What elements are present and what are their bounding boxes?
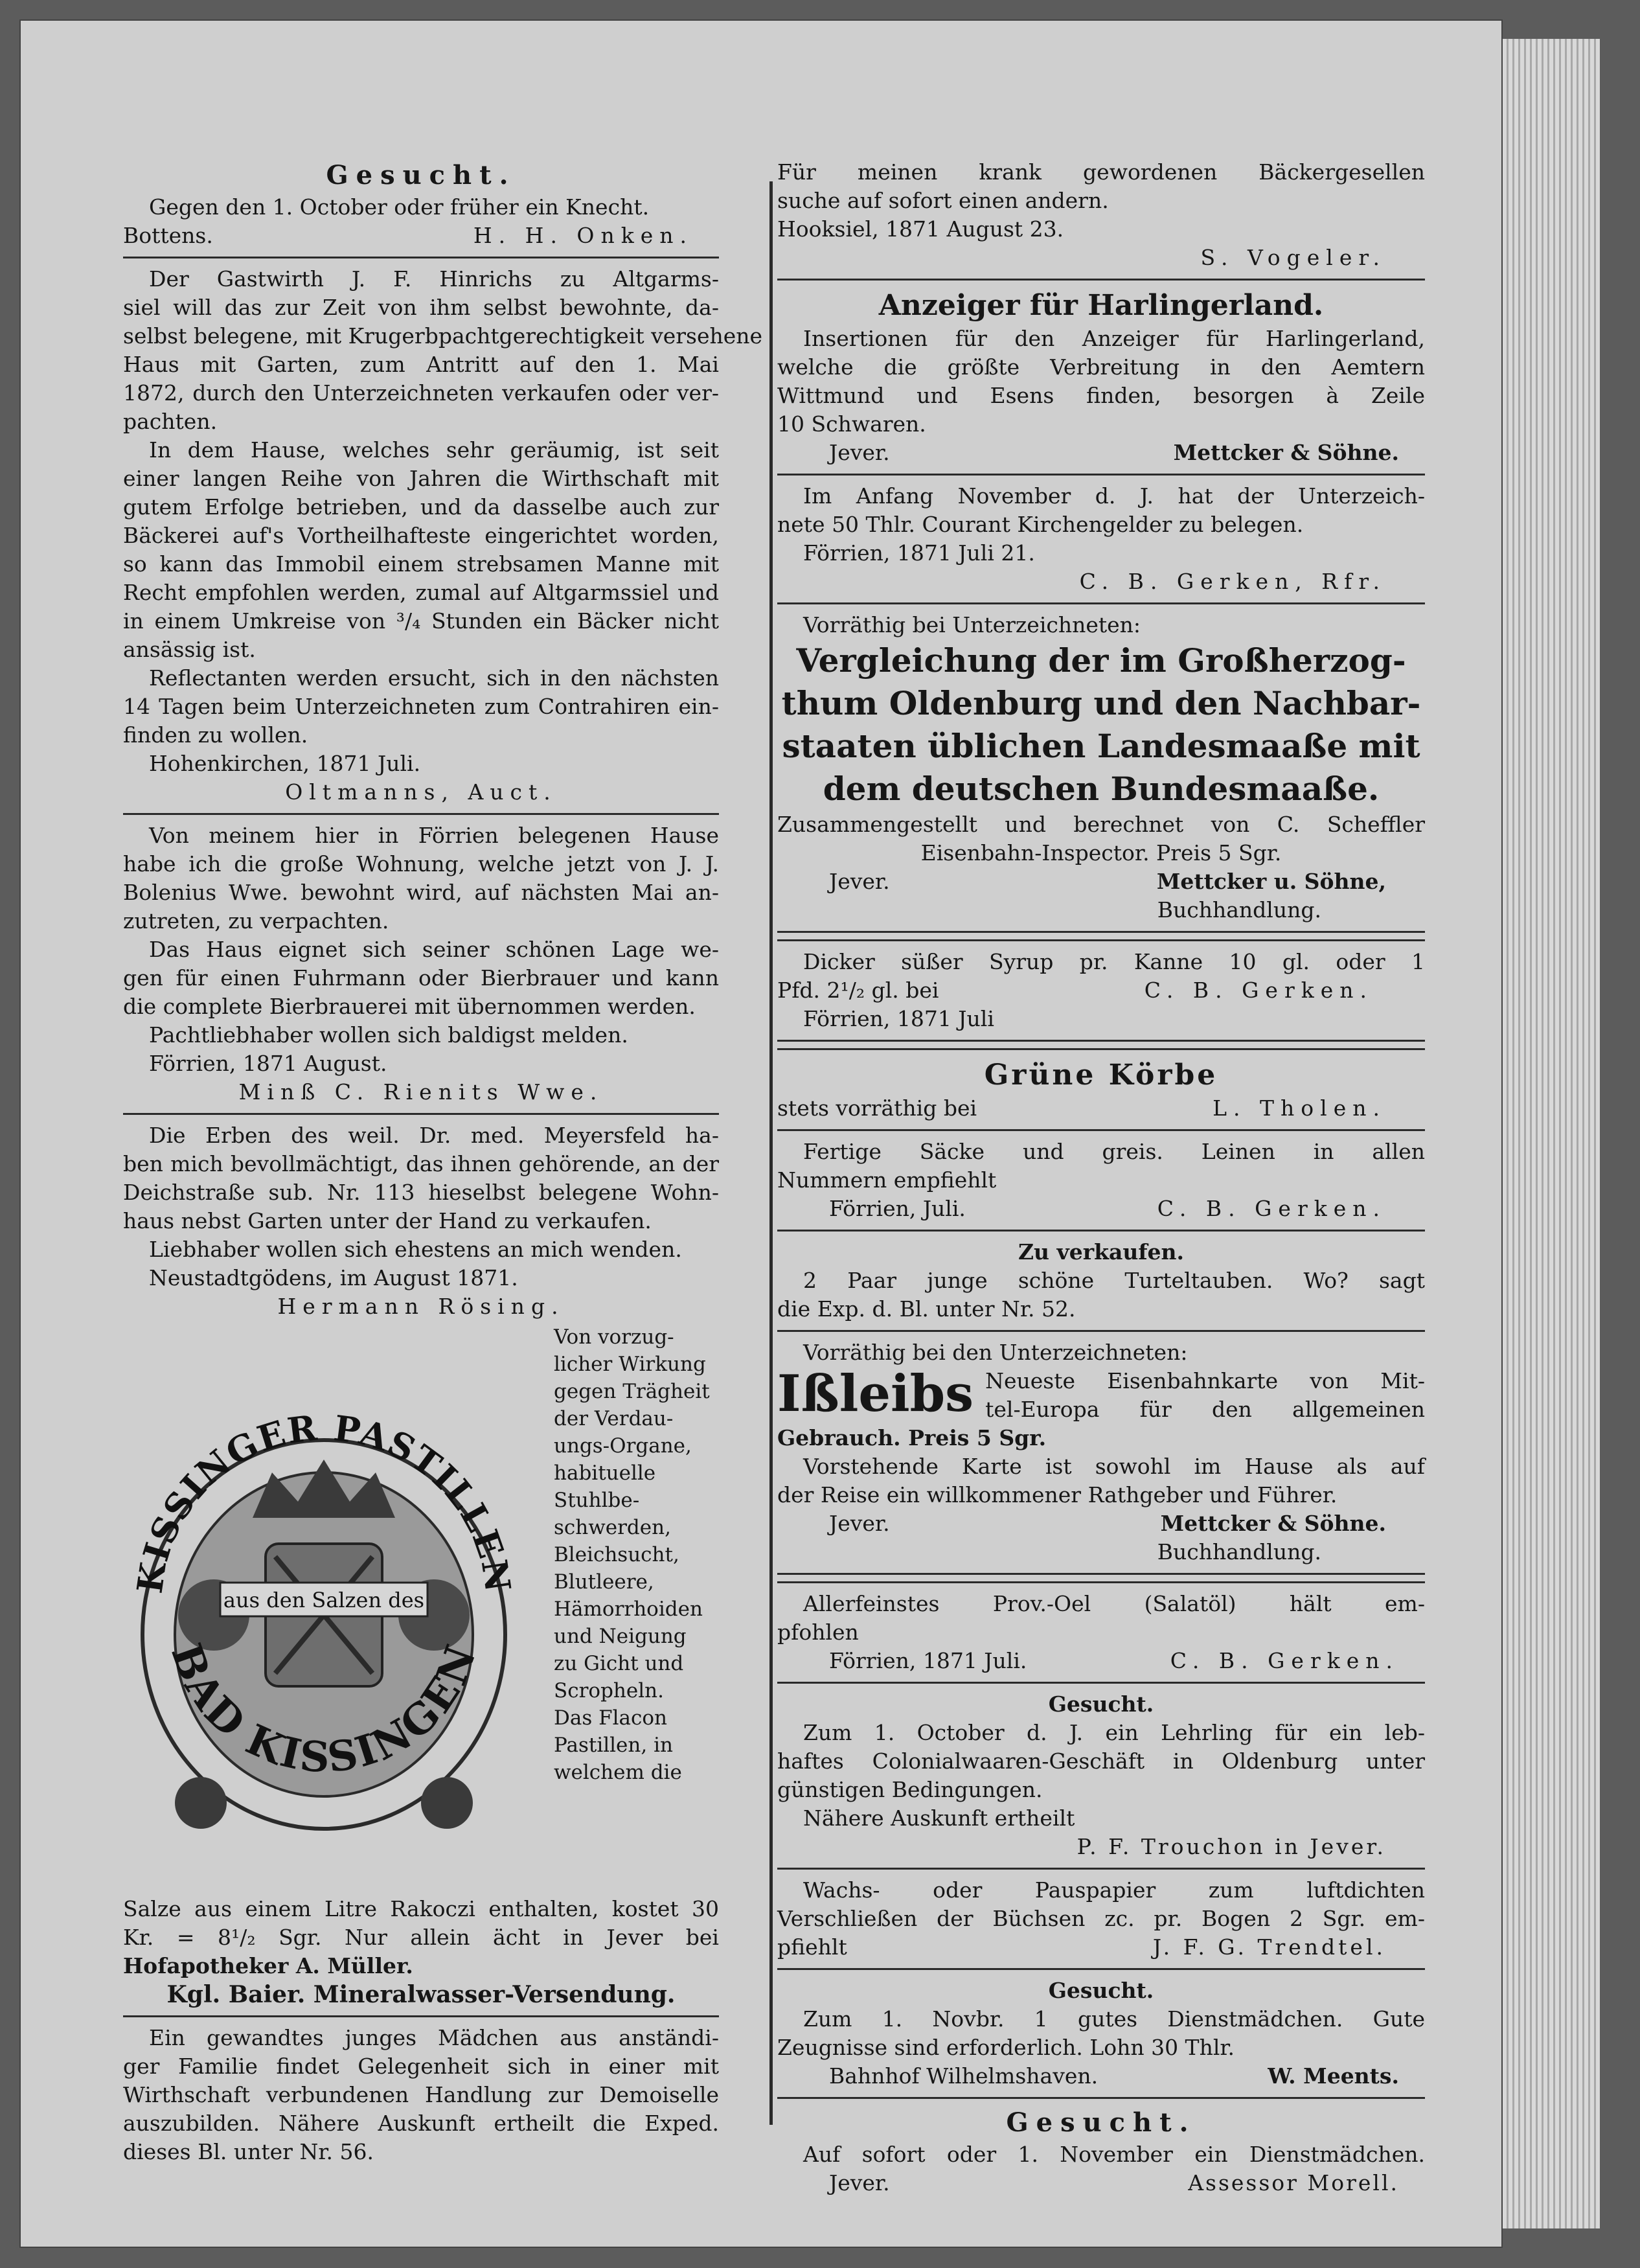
ad-wachspapier (777, 1873, 1425, 1964)
ad-gesucht-dienstmaedchen (777, 1974, 1425, 2093)
ad-text: pachten. (123, 409, 218, 434)
ad-text: Allerfeinstes Prov.-Oel (Salatöl) hält em- (803, 1591, 1425, 1616)
map-description (985, 1367, 1425, 1424)
emblem-top-text: KISSINGER PASTILLEN (128, 1406, 519, 1596)
emblem-middle-text: aus den Salzen des (223, 1588, 425, 1612)
ad-footer (777, 439, 1425, 467)
ad-signature: C. B. Gerken, Rfr. (1079, 569, 1386, 594)
column-divider (769, 181, 773, 2125)
ad-anzeiger-harlingerland (777, 284, 1425, 470)
ad-heading: Gesucht. (326, 160, 516, 190)
ad-text: Im Anfang November d. J. hat der Unterzeich- (803, 483, 1425, 509)
ad-text: suche auf sofort einen andern. (777, 188, 1109, 213)
ad-divider (777, 2097, 1425, 2099)
ad-text: Für meinen krank gewordenen Bäckergesellen (777, 159, 1425, 185)
left-column (123, 155, 763, 2169)
ad-kissinger-pastillen (123, 1323, 719, 1892)
ad-syrup (777, 945, 1425, 1036)
ad-text: stets vorräthig bei (777, 1095, 977, 1121)
ad-signature: Hermann Rösing. (277, 1294, 565, 1319)
ad-divider (123, 2015, 719, 2017)
ad-date: Förrien, 1871 Juli. (829, 1648, 1027, 1673)
ad-heading: Gesucht. (1048, 1691, 1154, 1717)
ad-wohnung-foerrien (123, 819, 719, 1109)
ad-divider (777, 1230, 1425, 1231)
ad-text: Hofapotheker A. Müller. (123, 1953, 413, 1978)
page-edge-stack (1503, 39, 1600, 2228)
ad-text: so kann das Immobil einem strebsamen Manne mit (123, 551, 719, 577)
ad-kirchengelder (777, 479, 1425, 599)
ad-text: Haus mit Garten, zum Antritt auf den 1. Mai (123, 352, 719, 377)
ad-text: Die Erben des weil. Dr. med. Meyersfeld ha- (149, 1123, 719, 1148)
ad-heading: Zu verkaufen. (1018, 1239, 1185, 1265)
ad-text: Von meinem hier in Förrien belegenen Hause (149, 823, 719, 848)
ad-text: Neueste Eisenbahnkarte von Mit- (985, 1368, 1425, 1393)
ad-text: In dem Hause, welches sehr geräumig, ist seit (149, 437, 719, 463)
ad-divider (777, 1040, 1425, 1050)
ad-text: Das Flacon (554, 1706, 667, 1730)
ad-saecke-leinen (777, 1135, 1425, 1226)
ad-text: Bolenius Wwe. bewohnt wird, auf nächsten Mai an- (123, 880, 719, 905)
ad-signature: C. B. Gerken. (1144, 978, 1373, 1003)
ad-text: Gegen den 1. October oder früher ein Knecht. (149, 194, 650, 220)
ad-text: Liebhaber wollen sich ehestens an mich wenden. (149, 1237, 682, 1262)
ad-text: siel will das zur Zeit von ihm selbst bewohnte, da- (123, 295, 719, 320)
ad-junges-maedchen (123, 2021, 719, 2169)
ad-turteltauben (777, 1235, 1425, 1326)
ad-text: Blutleere, (554, 1570, 654, 1594)
ad-gastwirth-hinrichs (123, 262, 763, 809)
ad-signature: L. Tholen. (1213, 1095, 1386, 1121)
ad-text: ben mich bevollmächtigt, das ihnen gehörende, an der (123, 1151, 719, 1176)
ad-text: Pastillen, in (554, 1734, 673, 1757)
ad-text: 14 Tagen beim Unterzeichneten zum Contrahiren ein- (123, 694, 719, 719)
ad-text: pfohlen (777, 1620, 859, 1645)
ad-vergleichung-landesmaasse (777, 608, 1425, 927)
ad-text: in einem Umkreise von ³/₄ Stunden ein Bäcker nicht (123, 608, 719, 634)
ad-divider (777, 1573, 1425, 1583)
ad-place: Jever. (829, 1511, 890, 1536)
ad-signature: Mettcker u. Söhne, (1156, 869, 1386, 894)
ad-divider (123, 813, 719, 815)
ad-divider (123, 257, 719, 258)
ad-text: Vorstehende Karte ist sowohl im Hause als auf (803, 1454, 1425, 1479)
ad-text-row (777, 1933, 1425, 1962)
ad-text: Ein gewandtes junges Mädchen aus anständi- (149, 2025, 719, 2050)
ad-text: ungs-Organe, (554, 1434, 692, 1458)
kissinger-pastillen-emblem (123, 1388, 525, 1881)
ad-divider (777, 1868, 1425, 1870)
ad-text: Zum 1. Novbr. 1 gutes Dienstmädchen. Gute (803, 2006, 1425, 2032)
ad-text: auszubilden. Nähere Auskunft ertheilt die Exped. (123, 2111, 719, 2136)
ad-gesucht-morell (777, 2103, 1425, 2200)
book-title-line: dem deutschen Bundesmaaße. (823, 770, 1380, 808)
ad-intro: Vorräthig bei Unterzeichneten: (803, 612, 1141, 637)
ad-divider (777, 1330, 1425, 1332)
ad-place: Jever. (829, 440, 890, 465)
ad-kissinger-pastillen-text (123, 1892, 719, 2011)
ad-signature: J. F. G. Trendtel. (1152, 1934, 1386, 1960)
book-title-line: thum Oldenburg und den Nachbar- (781, 684, 1421, 722)
ad-footer (777, 1509, 1425, 1538)
ad-text: günstigen Bedingungen. (777, 1777, 1043, 1802)
ad-text: welchem die (554, 1761, 682, 1784)
ad-text: Der Gastwirth J. F. Hinrichs zu Altgarms- (149, 266, 719, 292)
ad-text: Gebrauch. Preis 5 Sgr. (777, 1425, 1047, 1450)
ad-text: tel-Europa für den allgemeinen (985, 1397, 1425, 1422)
ad-text: Verschließen der Büchsen zc. pr. Bogen 2 Sgr. em- (777, 1906, 1425, 1931)
ad-text: Salze aus einem Litre Rakoczi enthalten, kostet 30 (123, 1896, 719, 1921)
ad-text: die complete Bierbrauerei mit übernommen werden. (123, 994, 696, 1019)
ad-text: Wittmund und Esens finden, besorgen à Zeile (777, 383, 1425, 408)
ad-text: welche die größte Verbreitung in den Aemtern (777, 354, 1425, 380)
ad-divider (777, 1968, 1425, 1970)
ad-text: selbst belegene, mit Krugerbpachtgerechtigkeit versehene (123, 323, 763, 349)
ad-text: der Verdau- (554, 1407, 674, 1430)
ad-text: Bäckerei auf's Vortheilhafteste eingerichtet worden, (123, 523, 719, 548)
ad-footer (777, 1647, 1425, 1675)
ad-date: Hohenkirchen, 1871 Juli. (149, 751, 421, 776)
map-title: Ißleibs (777, 1364, 974, 1423)
ad-footer (123, 222, 719, 250)
ad-divider (777, 1682, 1425, 1684)
ad-text: Hämorrhoiden (554, 1598, 703, 1621)
ad-text: ger Familie findet Gelegenheit sich in einer mit (123, 2054, 719, 2079)
ad-intro: Vorräthig bei den Unterzeichneten: (803, 1340, 1188, 1365)
ad-text: habe ich die große Wohnung, welche jetzt von J. J. (123, 851, 719, 876)
ad-text: gegen Trägheit (554, 1380, 710, 1403)
ad-gesucht-lehrling (777, 1688, 1425, 1864)
ad-baeckergeselle (777, 155, 1425, 275)
ad-text: Das Haus eignet sich seiner schönen Lage we- (149, 937, 719, 962)
ad-text: und Neigung (554, 1625, 687, 1648)
pastillen-side-text (554, 1323, 719, 1786)
ad-text: Wirthschaft verbundenen Handlung zur Demoiselle (123, 2082, 719, 2107)
ad-isleibs-karte (777, 1336, 1425, 1569)
right-column (777, 155, 1425, 2200)
ad-text: haus nebst Garten unter der Hand zu verkaufen. (123, 1208, 652, 1233)
ad-gesucht-knecht (123, 155, 719, 253)
ad-heading: Gesucht. (1006, 2107, 1196, 2138)
ad-text: die Exp. d. Bl. unter Nr. 52. (777, 1296, 1076, 1322)
ad-text: Zum 1. October d. J. ein Lehrling für ein leb- (803, 1720, 1425, 1745)
ad-divider (777, 931, 1425, 941)
ad-text-row (777, 1094, 1425, 1123)
ad-text: Zusammengestellt und berechnet von C. Scheffler (777, 812, 1425, 837)
ad-footer (777, 867, 1425, 896)
ad-signature: Mettcker & Söhne. (1173, 440, 1399, 465)
ad-text: der Reise ein willkommener Rathgeber und Führer. (777, 1482, 1338, 1507)
ad-erben-meyersfeld (123, 1119, 719, 1323)
ad-place: Jever. (829, 2170, 890, 2195)
ad-signature: P. F. Trouchon in Jever. (1076, 1834, 1386, 1859)
ad-date: Förrien, 1871 Juli (803, 1006, 994, 1031)
ad-signature: Assessor Morell. (1188, 2170, 1399, 2195)
ad-text: finden zu wollen. (123, 722, 308, 748)
ad-text: Nummern empfiehlt (777, 1167, 997, 1193)
ad-place: Bottens. (123, 223, 213, 248)
ad-signature: H. H. Onken. (473, 223, 693, 248)
ad-date: Förrien, Juli. (829, 1196, 966, 1221)
book-title-line: staaten üblichen Landesmaaße mit (782, 727, 1420, 765)
ad-text: Wachs- oder Pauspapier zum luftdichten (803, 1877, 1425, 1903)
ad-text: habituelle (554, 1461, 656, 1485)
ad-signature-sub: Buchhandlung. (1157, 1539, 1321, 1564)
ad-text: Scropheln. (554, 1679, 664, 1702)
ad-text: einer langen Reihe von Jahren die Wirthschaft mit (123, 466, 719, 491)
ad-heading: Grüne Körbe (984, 1059, 1218, 1092)
ad-text: Stuhlbe- (554, 1489, 640, 1512)
ad-divider (777, 602, 1425, 604)
ad-text: Reflectanten werden ersucht, sich in den nächsten (149, 665, 719, 691)
ad-text: Pfd. 2¹/₂ gl. bei (777, 978, 939, 1003)
ad-text: Kr. = 8¹/₂ Sgr. Nur allein ächt in Jever bei (123, 1925, 719, 1950)
ad-divider (777, 474, 1425, 475)
ad-signature: C. B. Gerken. (1157, 1196, 1386, 1221)
ad-text: Fertige Säcke und greis. Leinen in allen (803, 1139, 1425, 1164)
ad-text: Eisenbahn-Inspector. Preis 5 Sgr. (920, 840, 1282, 865)
ad-heading: Gesucht. (1048, 1978, 1154, 2003)
ad-text: Pachtliebhaber wollen sich baldigst melden. (149, 1022, 628, 1048)
ad-text-row (777, 976, 1425, 1005)
ad-date: Neustadtgödens, im August 1871. (149, 1265, 518, 1290)
ad-footer (777, 2169, 1425, 2197)
ad-signature: Oltmanns, Auct. (285, 779, 557, 805)
ad-heading: Anzeiger für Harlingerland. (878, 289, 1324, 322)
ad-text: Bleichsucht, (554, 1543, 679, 1566)
ad-footer (777, 1195, 1425, 1223)
ad-text: licher Wirkung (554, 1353, 706, 1376)
ad-text: ansässig ist. (123, 637, 256, 662)
ad-text: Nähere Auskunft ertheilt (803, 1805, 1075, 1831)
ad-footer (777, 2062, 1425, 2090)
ad-text: schwerden, (554, 1516, 671, 1539)
ad-text: Recht empfohlen werden, zumal auf Altgarmssiel und (123, 580, 719, 605)
ad-signature: W. Meents. (1268, 2063, 1399, 2089)
ad-place: Jever. (829, 869, 890, 894)
ad-text: Von vorzug- (554, 1325, 674, 1349)
ad-divider (777, 1129, 1425, 1131)
ad-text: Insertionen für den Anzeiger für Harlingerland, (803, 326, 1425, 351)
ad-divider (777, 279, 1425, 281)
ad-text: Dicker süßer Syrup pr. Kanne 10 gl. oder 1 (803, 949, 1425, 974)
ad-signature: S. Vogeler. (1200, 245, 1386, 270)
ad-text: haftes Colonialwaaren-Geschäft in Oldenburg unter (777, 1748, 1425, 1774)
ad-signature: Minß C. Rienits Wwe. (238, 1079, 604, 1105)
ad-prov-oel (777, 1587, 1425, 1678)
ad-text: nete 50 Thlr. Courant Kirchengelder zu belegen. (777, 512, 1304, 537)
emblem-bottom-text: BAD KISSINGEN (161, 1637, 487, 1783)
ad-date: Förrien, 1871 August. (149, 1051, 387, 1076)
ad-text: 2 Paar junge schöne Turteltauben. Wo? sagt (803, 1268, 1425, 1293)
ad-text: Auf sofort oder 1. November ein Dienstmädchen. (803, 2142, 1425, 2167)
book-title-line: Vergleichung der im Großherzog- (796, 641, 1406, 680)
ad-text: gutem Erfolge betrieben, und da dasselbe auch zur (123, 494, 719, 520)
ad-date: Hooksiel, 1871 August 23. (777, 216, 1064, 242)
ad-text: dieses Bl. unter Nr. 56. (123, 2139, 374, 2164)
ad-text: zu Gicht und (554, 1652, 684, 1675)
ad-place: Bahnhof Wilhelmshaven. (829, 2063, 1099, 2089)
ad-text: 10 Schwaren. (777, 411, 926, 437)
ad-signature: C. B. Gerken. (1170, 1648, 1399, 1673)
ad-signature-sub: Buchhandlung. (1157, 897, 1321, 922)
ad-date: Förrien, 1871 Juli 21. (803, 540, 1035, 566)
ad-text: Deichstraße sub. Nr. 113 hieselbst belegene Wohn- (123, 1180, 719, 1205)
ad-text: gen für einen Fuhrmann oder Bierbrauer und kann (123, 965, 719, 991)
map-title-row (777, 1364, 1425, 1424)
ad-gruene-koerbe (777, 1054, 1425, 1125)
ad-signature: Mettcker & Söhne. (1160, 1511, 1386, 1536)
ad-footer: Kgl. Baier. Mineralwasser-Versendung. (166, 1981, 676, 2008)
ad-text: 1872, durch den Unterzeichneten verkaufen oder ver- (123, 380, 719, 406)
ad-text: zutreten, zu verpachten. (123, 908, 389, 934)
ad-text: pfiehlt (777, 1934, 847, 1960)
ad-divider (123, 1113, 719, 1115)
ad-text: Zeugnisse sind erforderlich. Lohn 30 Thlr. (777, 2035, 1235, 2060)
